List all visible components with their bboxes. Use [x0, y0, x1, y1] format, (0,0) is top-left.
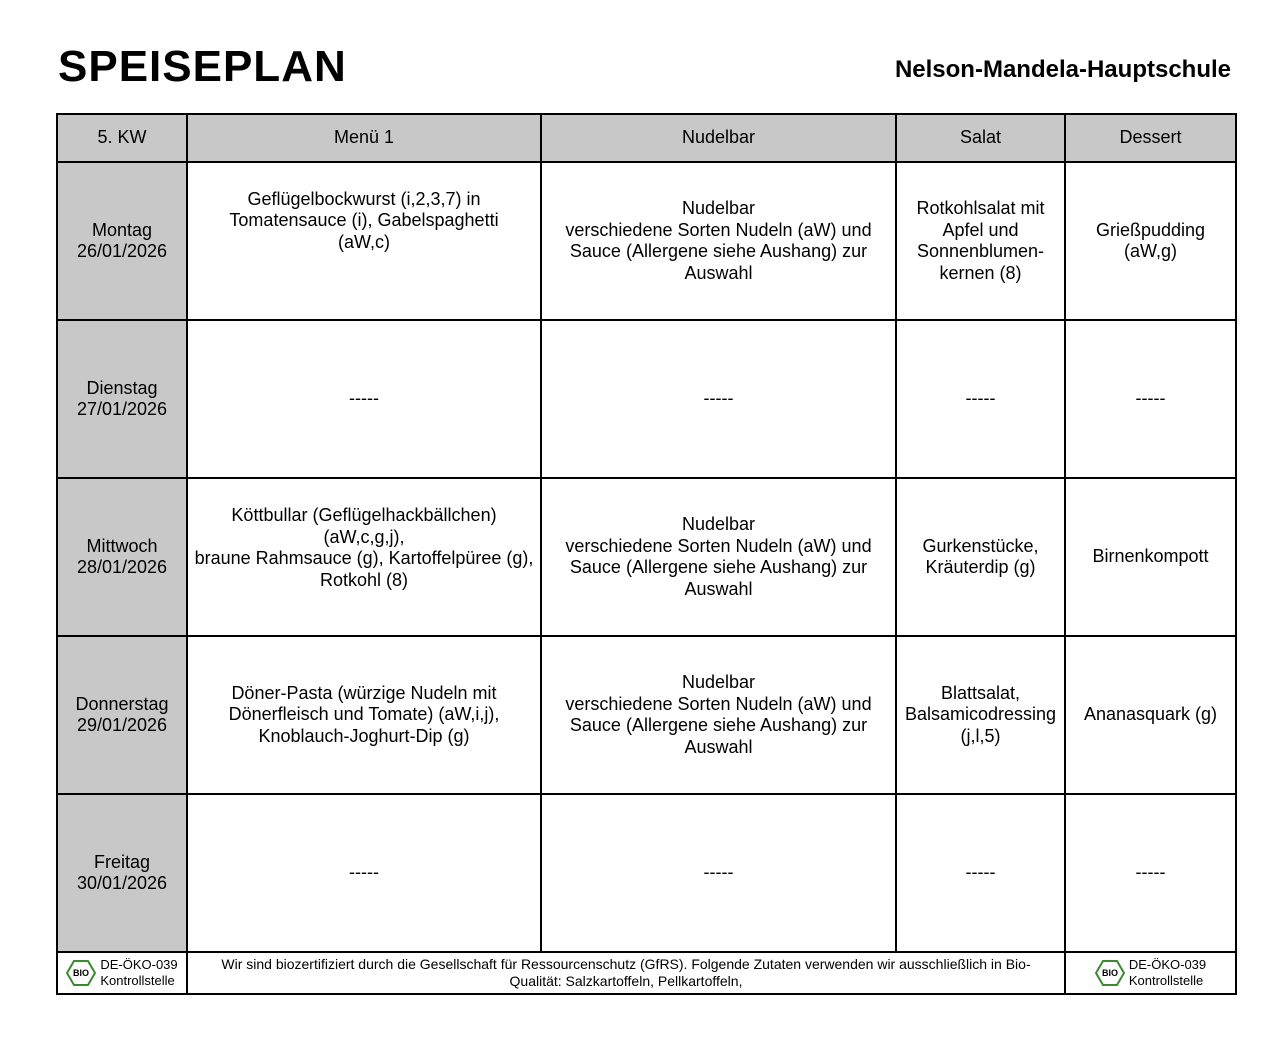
nudelbar-cell: Nudelbar verschiedene Sorten Nudeln (aW) und Sauce (Allergene siehe Aushang) zur Auswahl — [541, 478, 896, 636]
svg-text:BIO: BIO — [1101, 968, 1118, 978]
day-name: Dienstag — [86, 377, 158, 398]
day-cell — [57, 636, 187, 794]
column-header-dessert: Dessert — [1065, 114, 1236, 162]
bio-seal-icon — [1095, 960, 1125, 986]
day-name: Donnerstag — [75, 693, 169, 714]
bio-cert-left — [57, 952, 187, 994]
menu1-cell: Geflügelbockwurst (i,2,3,7) in Tomatensauce (i), Gabelspaghetti (aW,c) — [187, 162, 541, 320]
footer-row — [57, 952, 1236, 994]
column-header-menu1: Menü 1 — [187, 114, 541, 162]
column-header-week: 5. KW — [57, 114, 187, 162]
day-cell — [57, 478, 187, 636]
dessert-cell: Ananasquark (g) — [1065, 636, 1236, 794]
menu1-cell: ----- — [187, 794, 541, 952]
day-cell — [57, 162, 187, 320]
day-cell — [57, 320, 187, 478]
cert-label: Kontrollstelle — [100, 973, 175, 988]
column-header-nudelbar: Nudelbar — [541, 114, 896, 162]
day-cell — [57, 794, 187, 952]
school-name: Nelson-Mandela-Hauptschule — [894, 56, 1231, 83]
table-row — [57, 320, 1236, 478]
day-date: 29/01/2026 — [76, 715, 168, 735]
day-name: Mittwoch — [86, 535, 158, 556]
table-row — [57, 794, 1236, 952]
table-row — [57, 478, 1236, 636]
day-date: 30/01/2026 — [76, 873, 168, 893]
bio-note: Wir sind biozertifiziert durch die Gesellschaft für Ressourcenschutz (GfRS). Folgende Zutaten verwenden wir ausschließlich in Bio- Qualität: Salzkartoffeln, Pellkartoffeln, — [187, 952, 1065, 994]
table-header-row — [57, 114, 1236, 162]
salat-cell: Rotkohlsalat mit Apfel und Sonnenblumen- kernen (8) — [896, 162, 1065, 320]
menu-table — [56, 113, 1237, 995]
table-row — [57, 162, 1236, 320]
svg-text:BIO: BIO — [73, 968, 90, 978]
column-header-salat: Salat — [896, 114, 1065, 162]
bio-cert-right — [1065, 952, 1236, 994]
day-date: 28/01/2026 — [76, 557, 168, 577]
page-title: SPEISEPLAN — [58, 42, 347, 91]
cert-code: DE-ÖKO-039 — [100, 957, 178, 972]
menu1-cell: ----- — [187, 320, 541, 478]
bio-seal-icon — [66, 960, 96, 986]
cert-label: Kontrollstelle — [1128, 973, 1204, 988]
salat-cell: Blattsalat, Balsamicodressing (j,l,5) — [896, 636, 1065, 794]
nudelbar-cell: ----- — [541, 320, 896, 478]
cert-code: DE-ÖKO-039 — [1128, 957, 1207, 972]
dessert-cell: ----- — [1065, 320, 1236, 478]
dessert-cell: Grießpudding (aW,g) — [1065, 162, 1236, 320]
dessert-cell: Birnenkompott — [1065, 478, 1236, 636]
nudelbar-cell: Nudelbar verschiedene Sorten Nudeln (aW) und Sauce (Allergene siehe Aushang) zur Auswahl — [541, 162, 896, 320]
nudelbar-cell: Nudelbar verschiedene Sorten Nudeln (aW) und Sauce (Allergene siehe Aushang) zur Auswahl — [541, 636, 896, 794]
menu1-cell: Köttbullar (Geflügelhackbällchen) (aW,c,g,j), braune Rahmsauce (g), Kartoffelpüree (g), Rotkohl (8) — [187, 478, 541, 636]
day-date: 27/01/2026 — [76, 399, 168, 419]
day-date: 26/01/2026 — [76, 241, 168, 261]
salat-cell: ----- — [896, 320, 1065, 478]
table-row — [57, 636, 1236, 794]
day-name: Freitag — [93, 851, 151, 872]
nudelbar-cell: ----- — [541, 794, 896, 952]
salat-cell: ----- — [896, 794, 1065, 952]
dessert-cell: ----- — [1065, 794, 1236, 952]
day-name: Montag — [91, 219, 153, 240]
menu1-cell: Döner-Pasta (würzige Nudeln mit Dönerfleisch und Tomate) (aW,i,j), Knoblauch-Joghurt-Dip (g) — [187, 636, 541, 794]
salat-cell: Gurkenstücke, Kräuterdip (g) — [896, 478, 1065, 636]
